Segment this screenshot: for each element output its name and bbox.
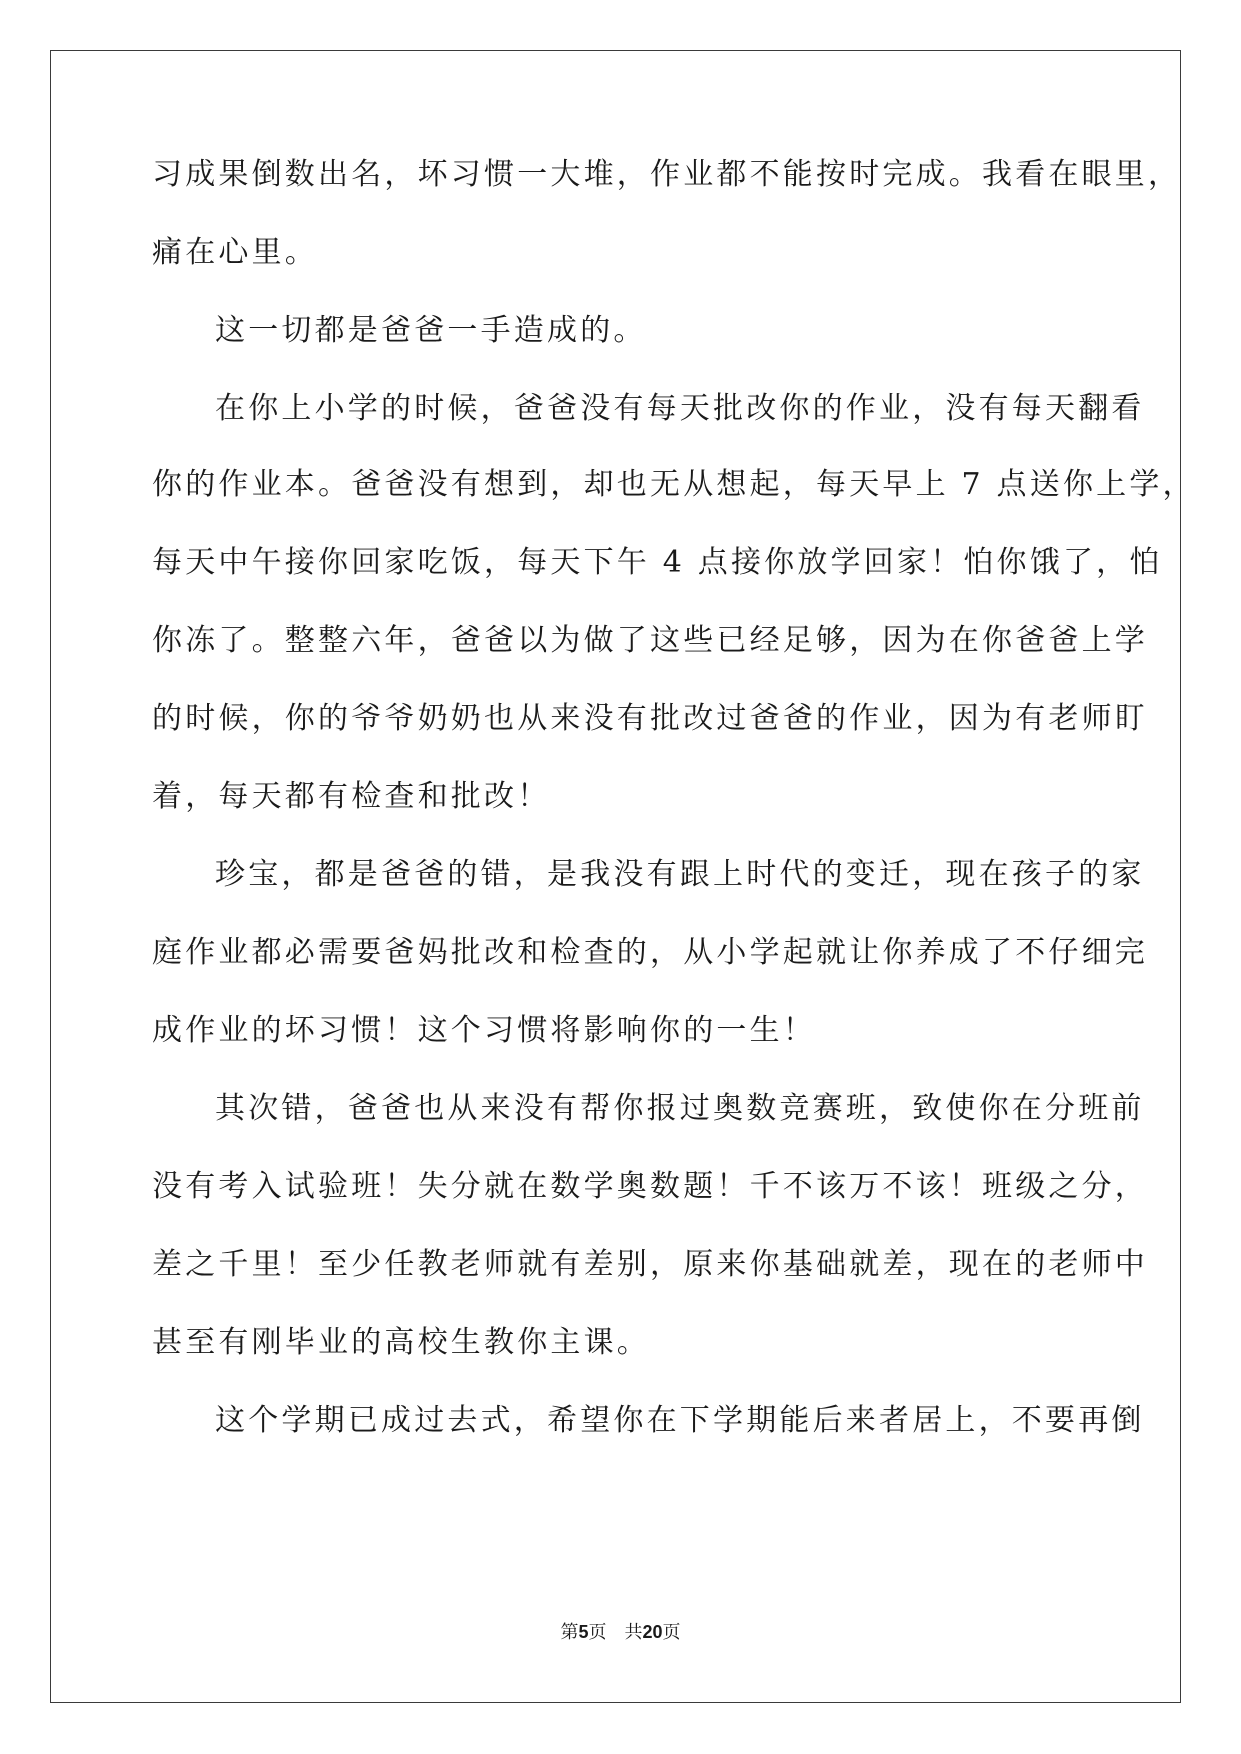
paragraph-start: 这一切都是爸爸一手造成的。 [215,313,647,348]
paragraph-start: 在你上小学的时候，爸爸没有每天批改你的作业，没有每天翻看 [215,391,1145,426]
text-line: 你冻了。整整六年，爸爸以为做了这些已经足够，因为在你爸爸上学 [152,623,1148,658]
paragraph-start: 珍宝，都是爸爸的错，是我没有跟上时代的变迁，现在孩子的家 [215,857,1145,892]
text-line: 每天中午接你回家吃饭，每天下午 4 点接你放学回家！怕你饿了，怕 [152,545,1163,580]
text-line: 甚至有刚毕业的高校生教你主课。 [152,1325,650,1360]
page-suffix: 页 [588,1622,607,1643]
text-line: 习成果倒数出名，坏习惯一大堆，作业都不能按时完成。我看在眼里， [152,157,1182,192]
page-number: 5 [578,1622,589,1642]
paragraph-start: 其次错，爸爸也从来没有帮你报过奥数竞赛班，致使你在分班前 [215,1091,1145,1126]
text-line: 庭作业都必需要爸妈批改和检查的，从小学起就让你养成了不仔细完 [152,935,1148,970]
total-prefix: 共 [624,1622,643,1643]
total-suffix: 页 [662,1622,681,1643]
text-line: 着，每天都有检查和批改！ [152,779,551,814]
text-line: 的时候，你的爷爷奶奶也从来没有批改过爸爸的作业，因为有老师盯 [152,701,1148,736]
total-pages: 20 [642,1622,663,1642]
text-line: 没有考入试验班！失分就在数学奥数题！千不该万不该！班级之分， [152,1169,1148,1204]
text-line: 痛在心里。 [152,235,318,270]
page-footer [0,1620,1241,1645]
page-prefix: 第 [560,1622,579,1643]
text-line: 你的作业本。爸爸没有想到，却也无从想起，每天早上 7 点送你上学， [152,467,1196,502]
text-line: 差之千里！至少任教老师就有差别，原来你基础就差，现在的老师中 [152,1247,1148,1282]
text-line: 成作业的坏习惯！这个习惯将影响你的一生！ [152,1013,816,1048]
paragraph-start: 这个学期已成过去式，希望你在下学期能后来者居上，不要再倒 [215,1403,1145,1438]
